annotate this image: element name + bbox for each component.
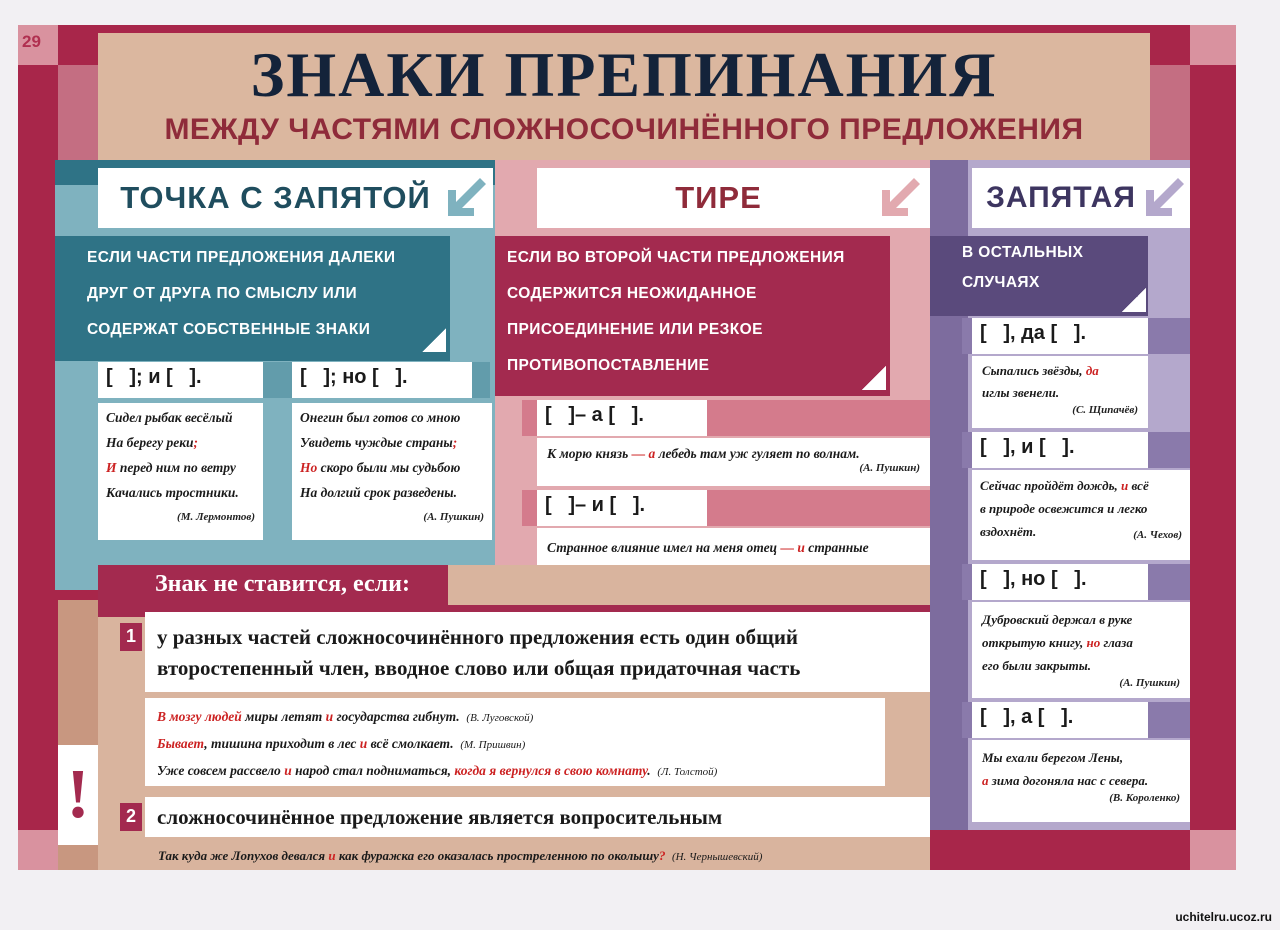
example-author: (Л. Толстой) (657, 766, 718, 778)
schema-dash-a: [ ]– а [ ]. (545, 404, 644, 426)
example-author: (А. Чехов) (1133, 529, 1182, 541)
example-text: Увидеть чуждые страны (300, 435, 453, 450)
example-author: (В. Луговской) (466, 712, 534, 724)
semicolon-example1 (98, 403, 263, 540)
item1-number: 1 (125, 626, 136, 646)
example-text: зима догоняла нас с севера. (988, 773, 1149, 788)
dash-schema1-box (537, 400, 707, 436)
example-highlight: И (106, 460, 117, 475)
frame-block-left (58, 65, 98, 165)
example-text: всё смолкает. (367, 736, 454, 751)
semicolon-rule-panel (55, 236, 450, 361)
example-highlight: и (359, 736, 368, 751)
example-line (157, 704, 873, 731)
item1-box (145, 612, 930, 692)
example-line: На долгий срок разведены. (300, 485, 457, 500)
example-line (547, 536, 920, 560)
example-line (982, 360, 1138, 382)
example-text: На берегу реки (106, 435, 194, 450)
example-text: . (647, 763, 651, 778)
example-highlight: Бывает (157, 736, 205, 751)
example-highlight: когда я вернулся в свою комнату (454, 763, 648, 778)
dash-header-label: ТИРЕ (675, 180, 762, 215)
semicolon-header (98, 168, 493, 228)
schema-semicolon-i: [ ]; и [ ]. (106, 366, 202, 388)
semicolon-rule-line: ЕСЛИ ЧАСТИ ПРЕДЛОЖЕНИЯ ДАЛЕКИ (87, 249, 396, 266)
example-highlight: В мозгу людей (157, 709, 242, 724)
dash-rule-line: ПРИСОЕДИНЕНИЕ ИЛИ РЕЗКОЕ (507, 321, 763, 338)
example-line (106, 430, 255, 455)
example-line (300, 455, 484, 480)
example-text: всё (1128, 478, 1149, 493)
example-text: Сейчас пройдёт дождь, (980, 478, 1122, 493)
comma-schema2-box (972, 432, 1148, 468)
comma-rule-line: СЛУЧАЯХ (962, 274, 1040, 291)
comma-schema4-box (972, 702, 1148, 738)
page-corner-icon (422, 328, 446, 352)
example-text: Так куда же Лопухов девался (158, 848, 329, 863)
exclamation-icon: ! (66, 756, 90, 833)
dash-rule-line: СОДЕРЖИТСЯ НЕОЖИДАННОЕ (507, 285, 757, 302)
arrow-down-left-icon (882, 178, 920, 216)
item1-examples (145, 698, 885, 786)
example-highlight: Но (300, 460, 318, 475)
frame-block-right (1150, 65, 1190, 165)
semicolon-rule-line: ДРУГ ОТ ДРУГА ПО СМЫСЛУ ИЛИ (87, 285, 358, 302)
page-number: 29 (22, 32, 41, 51)
dash-rule-line: ПРОТИВОПОСТАВЛЕНИЕ (507, 357, 710, 374)
example-text: , тишина приходит в лес (204, 736, 360, 751)
example-highlight: ; (452, 435, 458, 450)
example-highlight: ; (193, 435, 199, 450)
example-highlight: и (1121, 478, 1129, 493)
arrow-down-left-icon (448, 178, 486, 216)
comma-example1 (972, 356, 1148, 428)
watermark: uchitelru.ucoz.ru (1175, 910, 1272, 924)
page-corner-icon (862, 366, 886, 390)
comma-example2 (972, 470, 1190, 560)
arrow-down-left-icon (1146, 178, 1184, 216)
item1-text-line: второстепенный член, вводное слово или общая придаточная часть (157, 656, 801, 680)
example-text: Сыпались звёзды, (982, 363, 1086, 378)
page-subtitle: МЕЖДУ ЧАСТЯМИ СЛОЖНОСОЧИНЁННОГО ПРЕДЛОЖЕНИЯ (164, 113, 1084, 146)
semicolon-schema1-box (98, 362, 263, 398)
example-text: народ стал подниматься, (291, 763, 455, 778)
example-line: Мы ехали берегом Лены, (982, 750, 1124, 765)
item1-text-line: у разных частей сложносочинённого предложения есть один общий (157, 625, 799, 649)
example-highlight: ? (658, 848, 666, 863)
example-author: (В. Короленко) (1109, 792, 1180, 804)
example-line (982, 769, 1180, 792)
dash-example1 (537, 438, 930, 486)
schema-comma-da: [ ], да [ ]. (980, 322, 1087, 344)
example-author: (А. Пушкин) (859, 462, 920, 474)
dash-schema2-box (537, 490, 707, 526)
comma-header-label: ЗАПЯТАЯ (986, 181, 1136, 214)
example-text: как фуражка его оказалась простреленною по околышу (335, 848, 659, 863)
semicolon-header-label: ТОЧКА С ЗАПЯТОЙ (120, 180, 431, 215)
example-author: (С. Щипачёв) (1072, 404, 1138, 416)
semicolon-example2 (292, 403, 492, 540)
comma-example4 (972, 740, 1190, 822)
example-author: (А. Пушкин) (423, 511, 484, 523)
item2-box (145, 797, 930, 837)
example-text: перед ним по ветру (116, 460, 236, 475)
example-line (157, 758, 873, 785)
schema-comma-no: [ ], но [ ]. (980, 568, 1087, 590)
example-text: лебедь там уж гуляет по волнам. (655, 446, 860, 461)
example-author: (Н. Чернышевский) (671, 851, 763, 863)
example-highlight: да (1085, 363, 1099, 378)
frame-corner-br (1190, 830, 1236, 870)
example-line: в природе освежится и легко (980, 501, 1148, 516)
dash-header (537, 168, 930, 228)
example-text: миры летят (241, 709, 326, 724)
example-author: (А. Пушкин) (1119, 677, 1180, 689)
item2-number: 2 (125, 806, 136, 826)
dash-rule-panel (495, 236, 890, 396)
example-line: его были закрыты. (982, 658, 1092, 673)
example-highlight: но (1086, 635, 1101, 650)
example-highlight: — и (780, 540, 805, 555)
example-author: (М. Пришвин) (460, 739, 526, 751)
example-line (982, 631, 1180, 654)
example-line: Дубровский держал в руке (982, 612, 1133, 627)
example-text: странные (804, 540, 869, 555)
example-line: иглы звенели. (982, 385, 1060, 400)
example-highlight: а (982, 773, 989, 788)
comma-rule-panel (930, 236, 1148, 316)
example-line (300, 430, 484, 455)
dash-rule-line: ЕСЛИ ВО ВТОРОЙ ЧАСТИ ПРЕДЛОЖЕНИЯ (507, 249, 845, 266)
schema-comma-a: [ ], а [ ]. (980, 706, 1074, 728)
example-line (106, 455, 255, 480)
semicolon-rule-line: СОДЕРЖАТ СОБСТВЕННЫЕ ЗНАКИ (87, 321, 371, 338)
page-corner-icon (900, 612, 924, 636)
schema-dash-i: [ ]– и [ ]. (545, 494, 646, 516)
example-highlight: и (325, 709, 334, 724)
example-author: (М. Лермонтов) (177, 511, 255, 523)
schema-comma-i: [ ], и [ ]. (980, 436, 1075, 458)
example-line (980, 474, 1182, 497)
example-line (980, 520, 1182, 543)
example-highlight: и (284, 763, 292, 778)
comma-rule-line: В ОСТАЛЬНЫХ (962, 244, 1084, 261)
example-highlight: — а (631, 446, 656, 461)
schema-semicolon-no: [ ]; но [ ]. (300, 366, 408, 388)
example-text: глаза (1100, 635, 1133, 650)
page-corner-icon (1122, 288, 1146, 312)
comma-example3 (972, 602, 1190, 698)
example-text: Странное влияние имел на меня отец (547, 540, 781, 555)
example-text: открытую книгу, (982, 635, 1087, 650)
semicolon-schema2-box (292, 362, 472, 398)
comma-schema1-box (972, 318, 1148, 354)
example-line (157, 731, 873, 758)
comma-schema3-box (972, 564, 1148, 600)
example-text: государства гибнут. (333, 709, 460, 724)
page-title: ЗНАКИ ПРЕПИНАНИЯ (250, 39, 998, 110)
example-line: Онегин был готов со мною (300, 410, 461, 425)
example-text: Уже совсем рассвело (157, 763, 285, 778)
example-text: скоро были мы судьбою (317, 460, 461, 475)
no-sign-header: Знак не ставится, если: (155, 571, 410, 597)
frame-corner-bl (18, 830, 58, 870)
example-highlight: и (328, 848, 336, 863)
item2-text: сложносочинённое предложение является вопросительным (157, 805, 723, 829)
example-text: вздохнёт. (980, 524, 1037, 539)
example-text: К морю князь (547, 446, 632, 461)
example-line: Качались тростники. (106, 485, 239, 500)
item2-example (158, 848, 928, 864)
frame-corner-tr (1190, 25, 1236, 65)
example-line: Сидел рыбак весёлый (106, 410, 233, 425)
